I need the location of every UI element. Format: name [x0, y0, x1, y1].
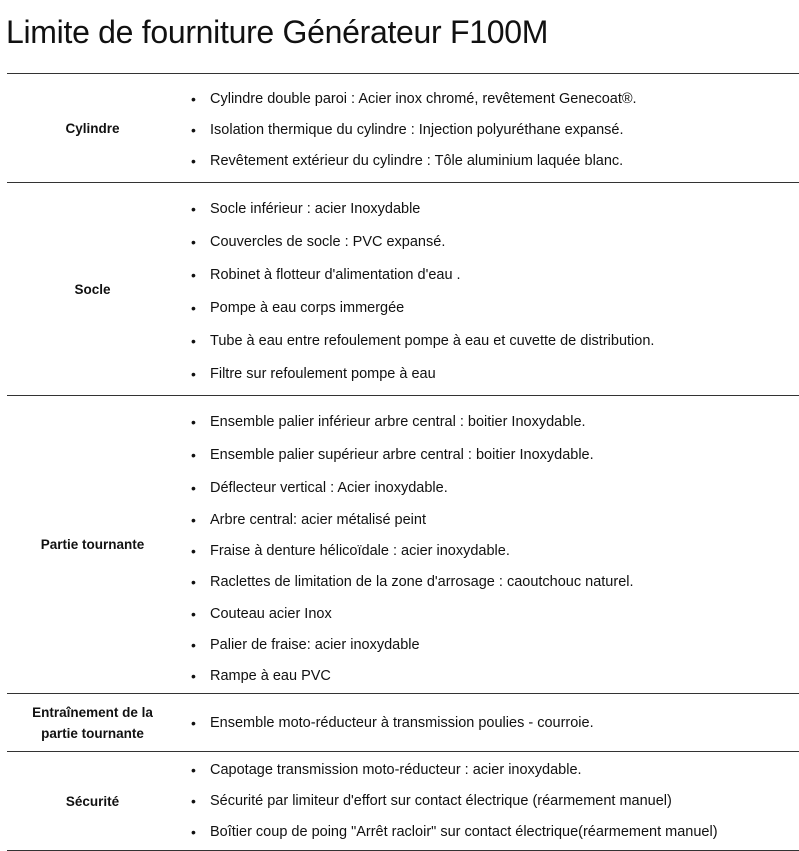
- section-category: Socle: [74, 281, 111, 297]
- bullet-item: • Ensemble palier supérieur arbre central : boitier Inoxydable.: [178, 438, 799, 471]
- section-item-list: [178, 183, 799, 395]
- bullet-item: • Tube à eau entre refoulement pompe à eau et cuvette de distribution.: [178, 324, 799, 357]
- section-row: [7, 694, 799, 752]
- bullet-item: • Boîtier coup de poing "Arrêt racloir" sur contact électrique(réarmement manuel): [178, 816, 799, 847]
- bullet-item: • Ensemble palier inférieur arbre central : boitier Inoxydable.: [178, 405, 799, 438]
- section-row: [7, 183, 799, 396]
- section-category: Sécurité: [65, 793, 120, 809]
- section-item-list: [178, 752, 799, 850]
- bullet-item: • Ensemble moto-réducteur à transmission poulies - courroie.: [178, 695, 799, 750]
- section-row: [7, 74, 799, 183]
- section-row: [7, 752, 799, 851]
- bullet-item: • Fraise à denture hélicoïdale : acier inoxydable.: [178, 535, 799, 566]
- section-category: Cylindre: [65, 120, 120, 136]
- section-item-list: [178, 695, 799, 750]
- bullet-item: • Rampe à eau PVC: [178, 660, 799, 691]
- bullet-item: • Couteau acier Inox: [178, 598, 799, 629]
- bullet-item: • Capotage transmission moto-réducteur : acier inoxydable.: [178, 755, 799, 785]
- bullet-item: • Filtre sur refoulement pompe à eau: [178, 357, 799, 390]
- section-item-list: [178, 396, 799, 693]
- section-category: Partie tournante: [40, 537, 145, 552]
- supply-table: [7, 73, 799, 851]
- bullet-item: • Socle inférieur : acier Inoxydable: [178, 192, 799, 225]
- page-title: Limite de fourniture Générateur F100M: [6, 14, 549, 50]
- bullet-item: • Isolation thermique du cylindre : Injection polyuréthane expansé.: [178, 114, 799, 145]
- bullet-item: • Raclettes de limitation de la zone d'arrosage : caoutchouc naturel.: [178, 566, 799, 598]
- bullet-item: • Palier de fraise: acier inoxydable: [178, 629, 799, 660]
- bullet-item: • Pompe à eau corps immergée: [178, 291, 799, 324]
- bullet-item: • Revêtement extérieur du cylindre : Tôle aluminium laquée blanc.: [178, 145, 799, 176]
- bullet-item: • Couvercles de socle : PVC expansé.: [178, 225, 799, 258]
- section-row: [7, 396, 799, 694]
- bullet-item: • Déflecteur vertical : Acier inoxydable.: [178, 471, 799, 504]
- bullet-item: • Cylindre double paroi : Acier inox chromé, revêtement Genecoat®.: [178, 83, 799, 114]
- bullet-item: • Sécurité par limiteur d'effort sur contact électrique (réarmement manuel): [178, 785, 799, 816]
- section-item-list: [178, 74, 799, 182]
- section-category: Entraînement de la partie tournante: [32, 704, 153, 741]
- bullet-item: • Arbre central: acier métalisé peint: [178, 504, 799, 535]
- bullet-item: • Robinet à flotteur d'alimentation d'eau .: [178, 258, 799, 291]
